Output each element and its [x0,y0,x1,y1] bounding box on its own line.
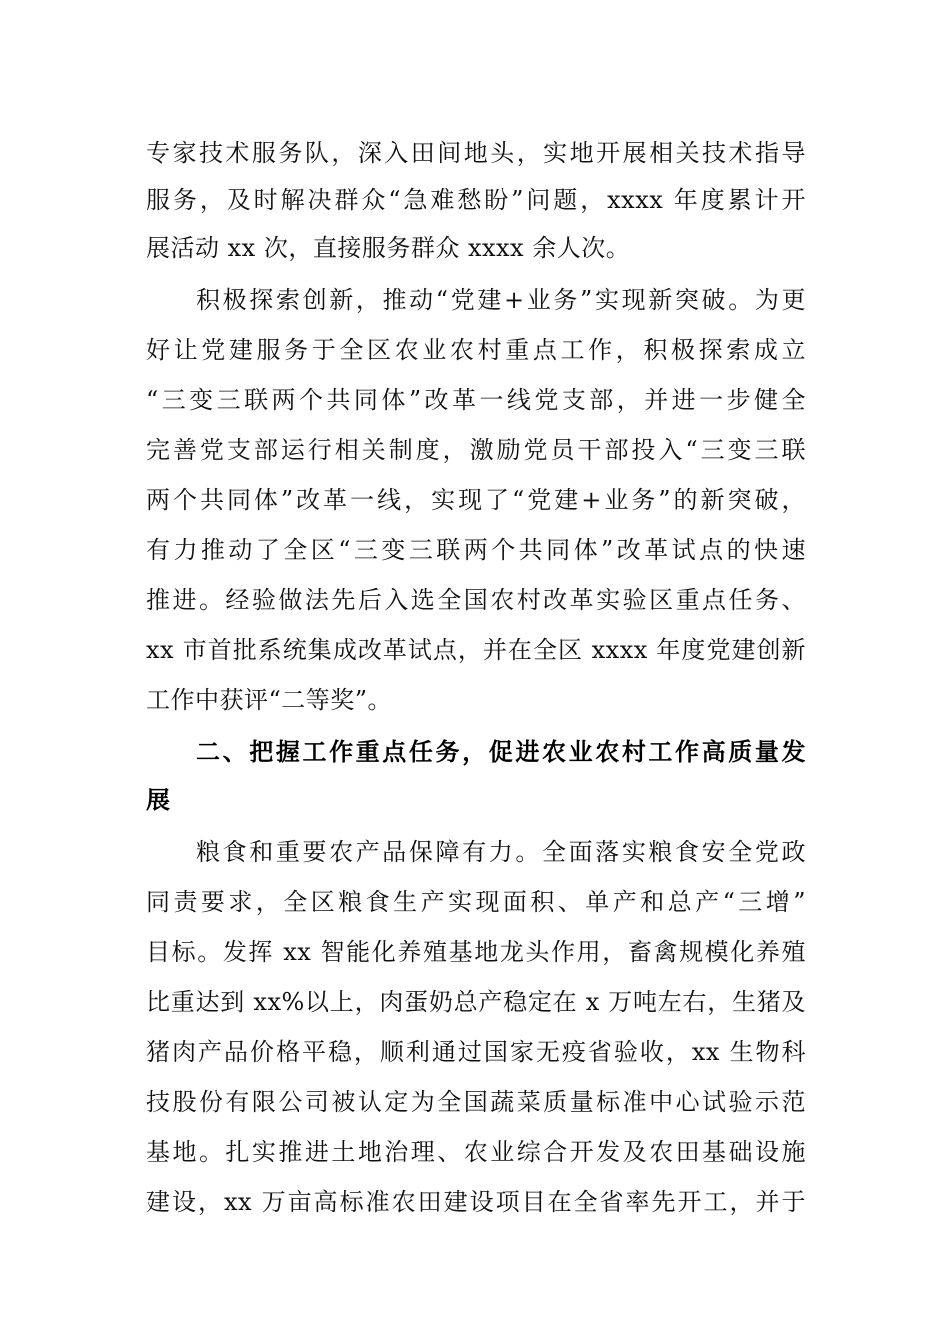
paragraph-2-line-5: 两个共同体”改革一线，实现了“党建+业务”的新突破， [146,486,806,514]
paragraph-3-line-7: 基地。扎实推进土地治理、农业综合开发及农田基础设施 [146,1138,806,1166]
paragraph-2-line-8: xx 市首批系统集成改革试点，并在全区 xxxx 年度党建创新 [146,636,806,664]
paragraph-1-line-3: 展活动 xx 次，直接服务群众 xxxx 余人次。 [146,234,631,262]
paragraph-1-line-1: 专家技术服务队，深入田间地头，实地开展相关技术指导 [146,139,806,167]
section-heading-line-1: 二、把握工作重点任务，促进农业农村工作高质量发 [196,738,806,766]
paragraph-3-line-5: 猪肉产品价格平稳，顺利通过国家无疫省验收，xx 生物科 [146,1038,806,1066]
paragraph-2-line-1: 积极探索创新，推动“党建+业务”实现新突破。为更 [196,286,806,314]
section-heading-line-2: 展 [146,786,171,814]
paragraph-3-line-2: 同责要求，全区粮食生产实现面积、单产和总产“三增” [146,888,806,916]
paragraph-3-line-8: 建设，xx 万亩高标准农田建设项目在全省率先开工，并于 [146,1188,806,1216]
paragraph-2-line-2: 好让党建服务于全区农业农村重点工作，积极探索成立 [146,336,806,364]
paragraph-2-line-9: 工作中获评“二等奖”。 [146,686,393,714]
paragraph-2-line-6: 有力推动了全区“三变三联两个共同体”改革试点的快速 [146,536,806,564]
paragraph-3-line-3: 目标。发挥 xx 智能化养殖基地龙头作用，畜禽规模化养殖 [146,938,806,966]
paragraph-3-line-1: 粮食和重要农产品保障有力。全面落实粮食安全党政 [196,838,806,866]
paragraph-2-line-3: “三变三联两个共同体”改革一线党支部，并进一步健全 [146,386,806,414]
paragraph-3-line-6: 技股份有限公司被认定为全国蔬菜质量标准中心试验示范 [146,1088,806,1116]
paragraph-3-line-4: 比重达到 xx%以上，肉蛋奶总产稳定在 x 万吨左右，生猪及 [146,988,806,1016]
paragraph-2-line-7: 推进。经验做法先后入选全国农村改革实验区重点任务、 [146,586,806,614]
paragraph-2-line-4: 完善党支部运行相关制度，激励党员干部投入“三变三联 [146,436,806,464]
paragraph-1-line-2: 服务，及时解决群众“急难愁盼”问题，xxxx 年度累计开 [146,186,806,214]
